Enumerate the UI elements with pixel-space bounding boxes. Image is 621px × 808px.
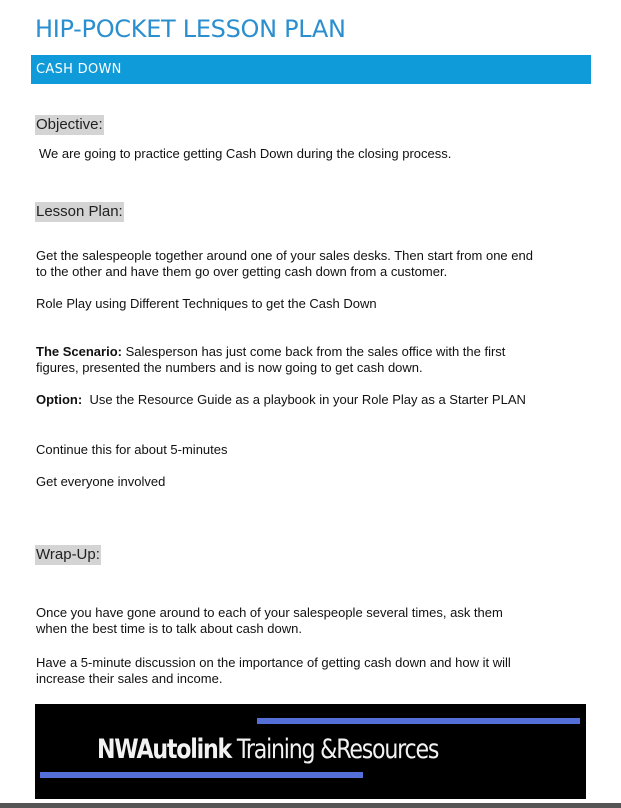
text-line: increase their sales and income. <box>36 671 223 686</box>
section-bar <box>31 55 591 84</box>
scenario-paragraph <box>36 344 596 376</box>
scenario-text: Salesperson has just come back from the sales office with the first <box>121 344 506 359</box>
text-line: to the other and have them go over getting cash down from a customer. <box>36 264 448 279</box>
option-text: Use the Resource Guide as a playbook in your Role Play as a Starter PLAN <box>82 392 526 407</box>
objective-text: We are going to practice getting Cash Down during the closing process. <box>39 146 452 161</box>
text-line: Have a 5-minute discussion on the importance of getting cash down and how it will <box>36 655 511 670</box>
brand-name: NWAutolink <box>97 734 232 765</box>
brand-logo <box>97 734 438 765</box>
scenario-label: The Scenario: <box>36 344 122 359</box>
lesson-plan-paragraph-2: Role Play using Different Techniques to get the Cash Down <box>36 296 377 311</box>
wrap-up-heading: Wrap-Up: <box>36 546 100 563</box>
document-title: HIP-POCKET LESSON PLAN <box>35 15 346 43</box>
section-title: CASH DOWN <box>36 62 122 77</box>
page-bottom-border <box>0 803 621 808</box>
banner-accent-line-bottom <box>40 772 363 778</box>
option-paragraph <box>36 392 596 408</box>
text-line: Get the salespeople together around one of your sales desks. Then start from one end <box>36 248 533 263</box>
option-label: Option: <box>36 392 83 407</box>
continue-text: Continue this for about 5-minutes <box>36 442 228 457</box>
lesson-plan-heading: Lesson Plan: <box>36 203 123 220</box>
wrap-up-paragraph-1 <box>36 605 596 637</box>
involve-text: Get everyone involved <box>36 474 166 489</box>
wrap-up-paragraph-2 <box>36 655 596 687</box>
brand-banner <box>35 704 586 799</box>
objective-heading: Objective: <box>36 116 103 133</box>
brand-resources: Resources <box>336 734 439 765</box>
text-line: when the best time is to talk about cash down. <box>36 621 302 636</box>
lesson-plan-paragraph-1 <box>36 248 596 280</box>
text-line: Once you have gone around to each of your salespeople several times, ask them <box>36 605 503 620</box>
text-line: figures, presented the numbers and is now going to get cash down. <box>36 360 423 375</box>
text-line <box>36 344 596 360</box>
banner-accent-line-top <box>257 718 580 724</box>
brand-training: Training & <box>231 734 337 765</box>
